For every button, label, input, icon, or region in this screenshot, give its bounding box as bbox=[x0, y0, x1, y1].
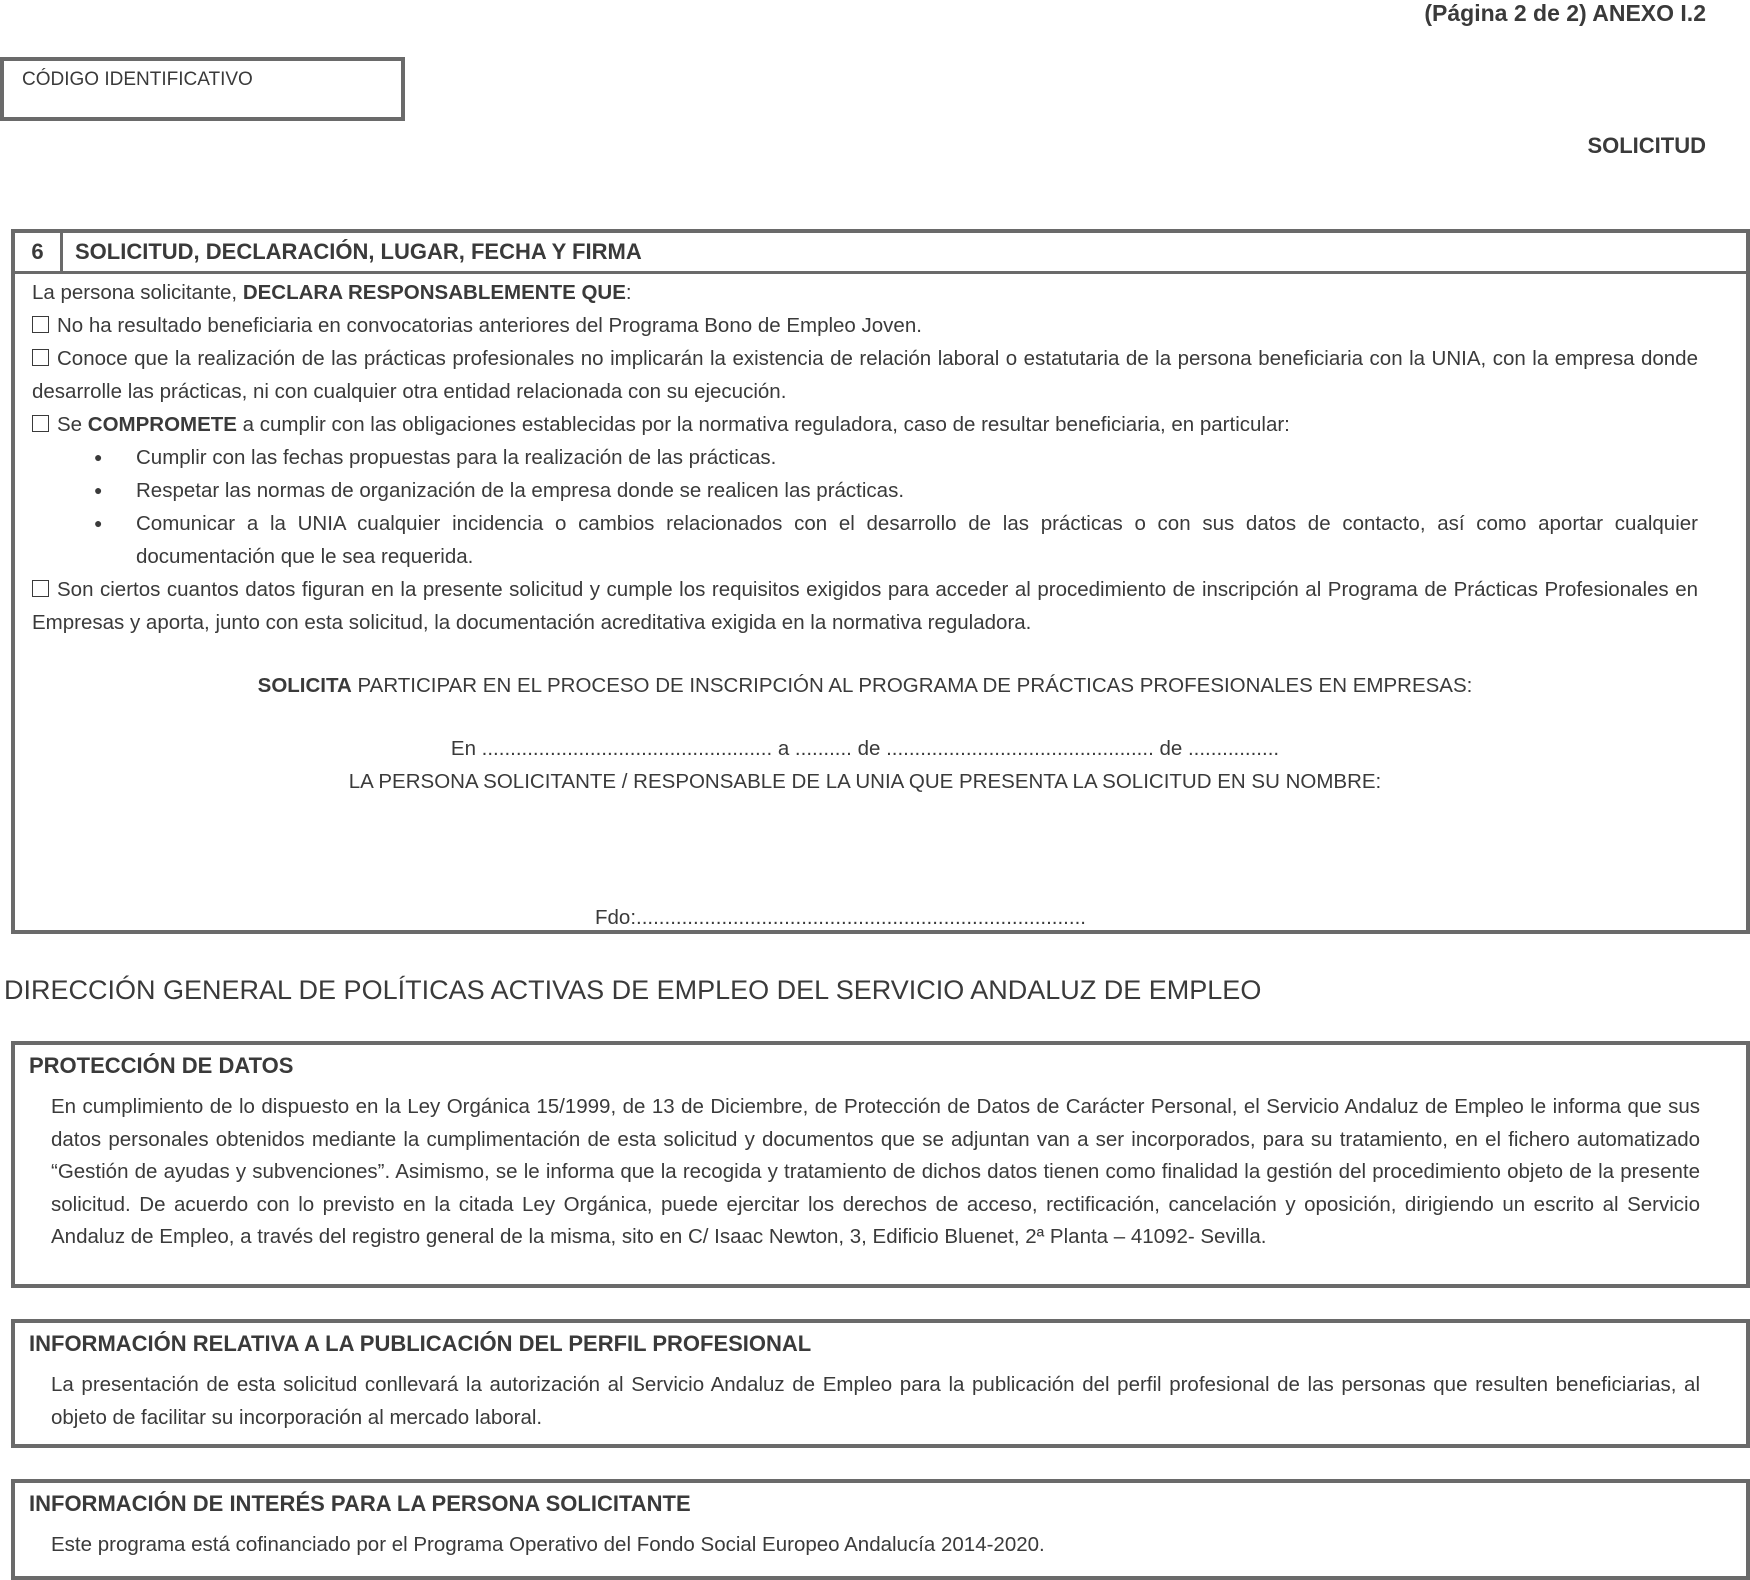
applicant-info-box bbox=[11, 1479, 1750, 1580]
signature-line[interactable]: Fdo:............................................................................... bbox=[595, 906, 1086, 929]
solicita-bold: SOLICITA bbox=[257, 674, 352, 697]
profile-publication-text: La presentación de esta solicitud conllevará la autorización al Servicio Andaluz de Empleo para la publicación del perfil profesional de las personas que resulten beneficiarias, al objeto de facilitar su incorporación al mercado laboral. bbox=[51, 1373, 1700, 1429]
section-number: 6 bbox=[15, 233, 63, 271]
code-box[interactable] bbox=[0, 57, 405, 121]
form-title: SOLICITUD bbox=[1587, 133, 1706, 158]
profile-publication-box bbox=[11, 1319, 1750, 1448]
item-3-pre: Se bbox=[57, 413, 88, 436]
intro-text: La persona solicitante, bbox=[32, 281, 243, 304]
item-3-bold: COMPROMETE bbox=[87, 413, 237, 436]
intro-bold: DECLARA RESPONSABLEMENTE QUE bbox=[242, 281, 626, 304]
page-header: (Página 2 de 2) ANEXO I.2 bbox=[1424, 0, 1706, 26]
obligations-list bbox=[32, 441, 1698, 573]
item-2-text: Conoce que la realización de las prácticas profesionales no implicarán la existencia de relación laboral o estatutaria de la persona beneficiaria con la UNIA, con la empresa donde desarrolle las prácticas, ni con cualquier otra entidad relacionada con su ejecución. bbox=[32, 347, 1698, 403]
item-1-text: No ha resultado beneficiaria en convocatorias anteriores del Programa Bono de Empleo Joven. bbox=[57, 314, 922, 337]
section-6-header bbox=[15, 233, 1746, 274]
section-6-declaration bbox=[11, 229, 1750, 934]
checkbox-3[interactable] bbox=[32, 415, 49, 432]
data-protection-text: En cumplimiento de lo dispuesto en la Ley Orgánica 15/1999, de 13 de Diciembre, de Protección de Datos de Carácter Personal, el Servicio Andaluz de Empleo le informa que sus datos personales obtenidos mediante la cumplimentación de esta solicitud y documentos que se adjuntan van a ser incorporados, para su tratamiento, en el fichero automatizado “Gestión de ayudas y subvenciones”. Asimismo, se le informa que la recogida y tratamiento de dichos datos tienen como finalidad la gestión del procedimiento objeto de la presente solicitud. De acuerdo con lo previsto en la citada Ley Orgánica, puede ejercitar los derechos de acceso, rectificación, cancelación y oposición, dirigiendo un escrito al Servicio Andaluz de Empleo, a través del registro general de la misma, sito en C/ Isaac Newton, 3, Edificio Bluenet, 2ª Planta – 41092- Sevilla. bbox=[51, 1095, 1700, 1248]
code-box-label: CÓDIGO IDENTIFICATIVO bbox=[22, 69, 253, 90]
declaration-item-1 bbox=[32, 309, 1698, 342]
list-item: ● Cumplir con las fechas propuestas para la realización de las prácticas. bbox=[32, 441, 1698, 474]
profile-publication-title: INFORMACIÓN RELATIVA A LA PUBLICACIÓN DEL PERFIL PROFESIONAL bbox=[29, 1331, 812, 1356]
place-date-line[interactable]: En ................................................... a .......... de ............................................... de ................ bbox=[450, 737, 1280, 760]
organization-title: DIRECCIÓN GENERAL DE POLÍTICAS ACTIVAS DE EMPLEO DEL SERVICIO ANDALUZ DE EMPLEO bbox=[4, 975, 1262, 1005]
signer-line: LA PERSONA SOLICITANTE / RESPONSABLE DE LA UNIA QUE PRESENTA LA SOLICITUD EN SU NOMBRE: bbox=[348, 770, 1382, 793]
list-item: ● Comunicar a la UNIA cualquier incidencia o cambios relacionados con el desarrollo de las prácticas o con sus datos de contacto, así como aportar cualquier documentación que le sea requerida. bbox=[32, 507, 1698, 573]
item-4-text: Son ciertos cuantos datos figuran en la presente solicitud y cumple los requisitos exigidos para acceder al procedimiento de inscripción al Programa de Prácticas Profesionales en Empresas y aporta, junto con esta solicitud, la documentación acreditativa exigida en la normativa reguladora. bbox=[32, 578, 1698, 634]
list-item: ● Respetar las normas de organización de la empresa donde se realicen las prácticas. bbox=[32, 474, 1698, 507]
checkbox-4[interactable] bbox=[32, 580, 49, 597]
declaration-item-4 bbox=[32, 573, 1698, 639]
declaration-item-2 bbox=[32, 342, 1698, 408]
declaration-intro bbox=[32, 276, 1698, 309]
applicant-info-text: Este programa está cofinanciado por el Programa Operativo del Fondo Social Europeo Andalucía 2014-2020. bbox=[51, 1533, 1045, 1556]
declaration-item-3 bbox=[32, 408, 1698, 441]
section-6-body bbox=[15, 274, 1746, 798]
applicant-info-title: INFORMACIÓN DE INTERÉS PARA LA PERSONA SOLICITANTE bbox=[29, 1491, 691, 1516]
section-title: SOLICITUD, DECLARACIÓN, LUGAR, FECHA Y FIRMA bbox=[75, 239, 642, 264]
item-3-text: a cumplir con las obligaciones establecidas por la normativa reguladora, caso de resultar beneficiaria, en particular: bbox=[236, 413, 1290, 436]
solicita-text: PARTICIPAR EN EL PROCESO DE INSCRIPCIÓN AL PROGRAMA DE PRÁCTICAS PROFESIONALES EN EMPRESAS: bbox=[351, 674, 1473, 697]
solicita-line bbox=[32, 669, 1698, 702]
data-protection-title: PROTECCIÓN DE DATOS bbox=[29, 1053, 294, 1078]
intro-colon: : bbox=[625, 281, 632, 304]
checkbox-1[interactable] bbox=[32, 316, 49, 333]
data-protection-box bbox=[11, 1041, 1750, 1288]
checkbox-2[interactable] bbox=[32, 349, 49, 366]
